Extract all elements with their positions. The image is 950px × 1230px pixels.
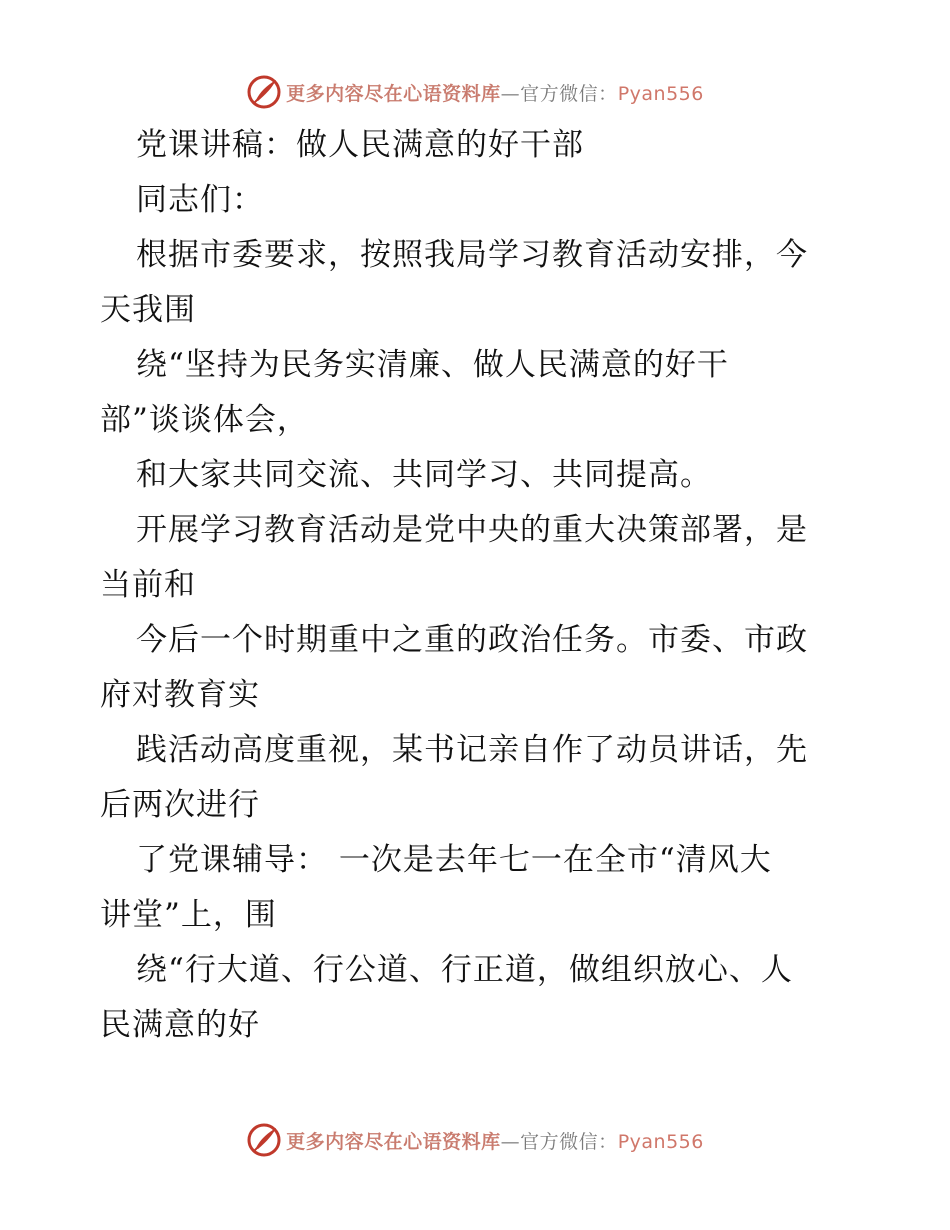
text-line: 绕“坚持为民务实清廉、做人民满意的好干 xyxy=(136,347,729,383)
header-watermark-banner xyxy=(0,70,950,114)
footer-banner-label: 官方微信： xyxy=(520,1130,618,1153)
footer-banner-text xyxy=(286,1127,704,1154)
text-line: 民满意的好 xyxy=(100,1007,260,1043)
footer-banner-main: 更多内容尽在心语资料库 xyxy=(286,1130,501,1153)
text-line: 践活动高度重视，某书记亲自作了动员讲话，先 xyxy=(136,732,808,768)
header-banner-dash: — xyxy=(500,82,521,105)
text-line: 开展学习教育活动是党中央的重大决策部署，是 xyxy=(136,512,808,548)
feather-logo-icon xyxy=(246,74,282,110)
text-line: 和大家共同交流、共同学习、共同提高。 xyxy=(136,457,712,493)
text-line: 府对教育实 xyxy=(100,677,260,713)
text-line: 后两次进行 xyxy=(100,787,260,823)
footer-watermark-banner xyxy=(0,1118,950,1162)
document-title: 党课讲稿：做人民满意的好干部 xyxy=(136,127,584,163)
header-banner-label: 官方微信： xyxy=(520,82,618,105)
text-line: 今后一个时期重中之重的政治任务。市委、市政 xyxy=(136,622,808,658)
feather-logo-icon xyxy=(246,1122,282,1158)
text-line: 当前和 xyxy=(100,567,196,603)
text-line: 部”谈谈体会， xyxy=(100,402,309,438)
header-banner-text xyxy=(286,79,704,106)
document-body xyxy=(100,118,860,1053)
text-line: 绕“行大道、行公道、行正道，做组织放心、人 xyxy=(136,952,793,988)
text-line: 了党课辅导： 一次是去年七一在全市“清风大 xyxy=(136,842,772,878)
footer-banner-id: Pyan556 xyxy=(617,1130,704,1153)
text-line: 讲堂”上，围 xyxy=(100,897,277,933)
text-line: 天我围 xyxy=(100,292,196,328)
salutation: 同志们： xyxy=(136,182,264,218)
text-line: 根据市委要求，按照我局学习教育活动安排，今 xyxy=(136,237,808,273)
header-banner-id: Pyan556 xyxy=(617,82,704,105)
footer-banner-dash: — xyxy=(500,1130,521,1153)
header-banner-main: 更多内容尽在心语资料库 xyxy=(286,82,501,105)
